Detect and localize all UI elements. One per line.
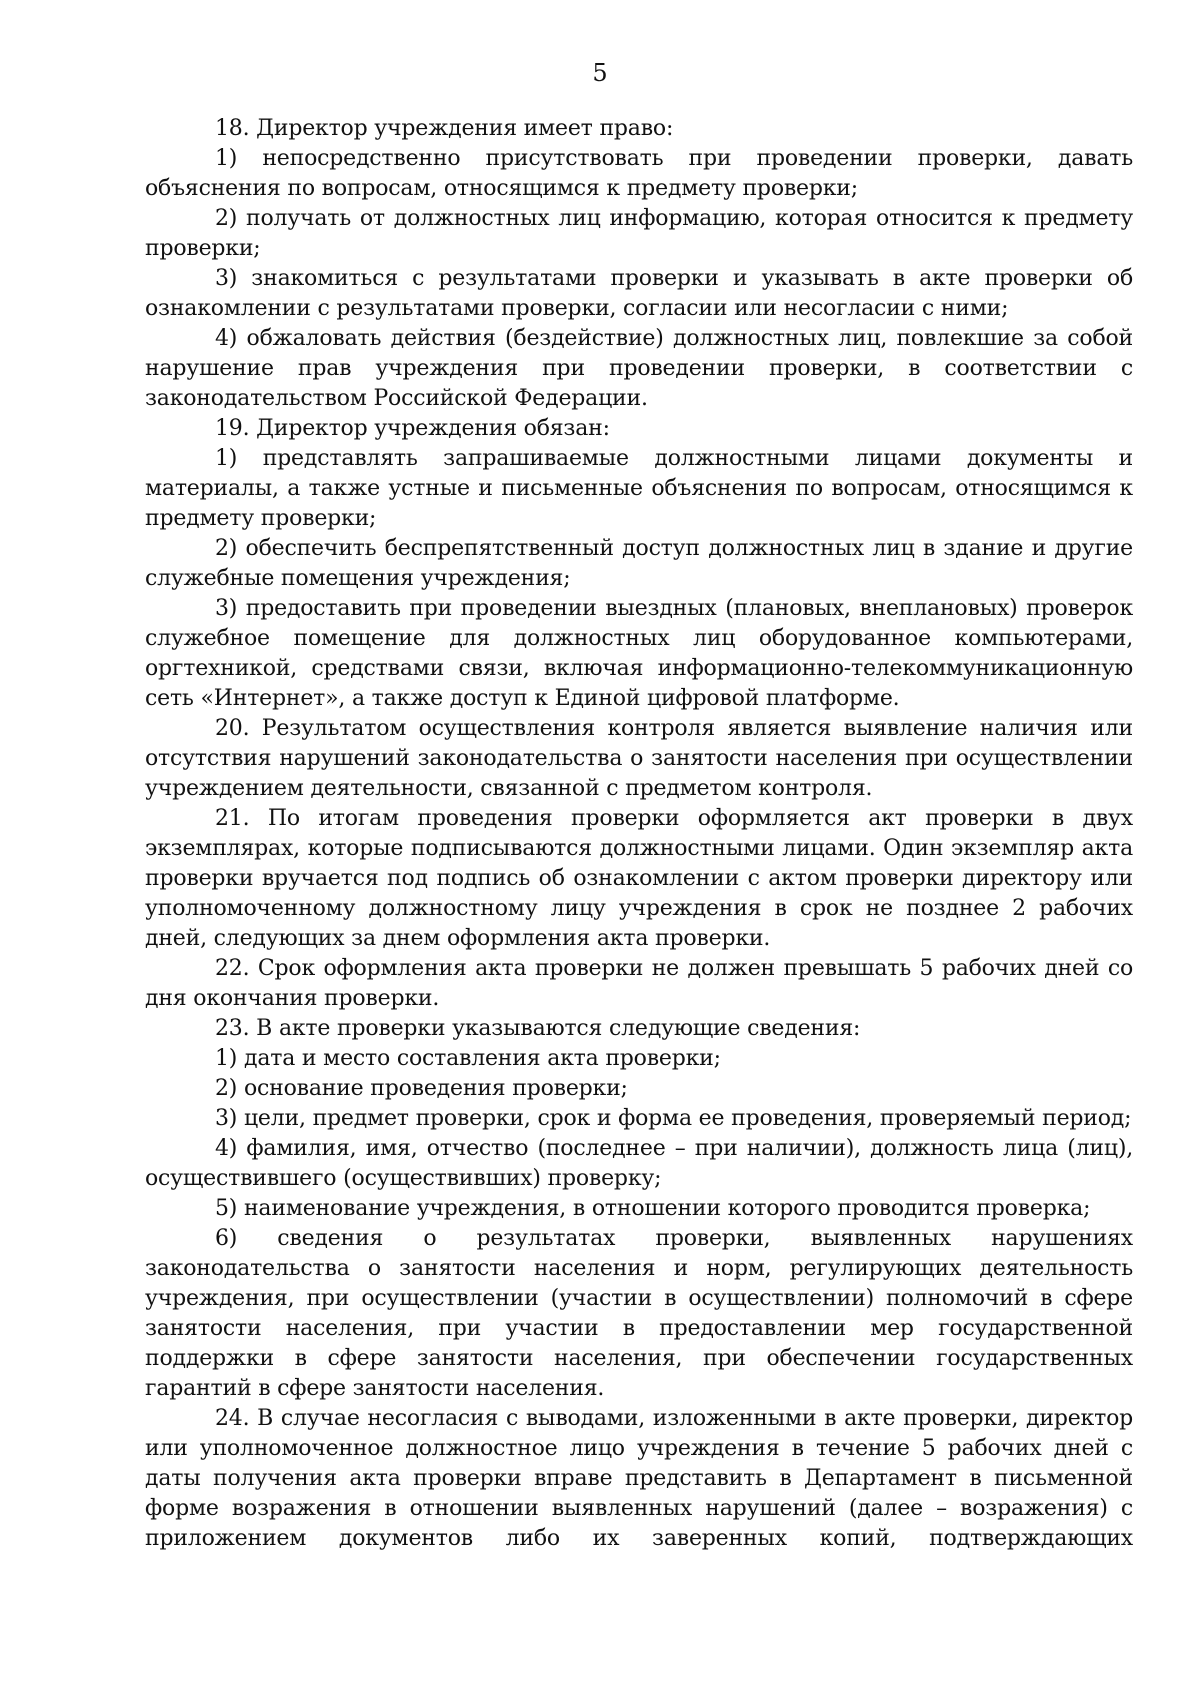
paragraph-18-item-1: 1) непосредственно присутствовать при проведении проверки, давать объяснения по вопросам, относящимся к предмету проверки; — [145, 146, 1133, 201]
page-number: 5 — [592, 59, 608, 87]
paragraph-18-item-2: 2) получать от должностных лиц информацию, которая относится к предмету проверки; — [145, 206, 1133, 261]
paragraph-23: 23. В акте проверки указываются следующие сведения: — [215, 1016, 861, 1041]
paragraph-19-item-1: 1) представлять запрашиваемые должностными лицами документы и материалы, а также устные и письменные объяснения по вопросам, относящимся к предмету проверки; — [145, 446, 1133, 531]
paragraph-19: 19. Директор учреждения обязан: — [215, 416, 610, 441]
paragraph-23-item-3: 3) цели, предмет проверки, срок и форма ее проведения, проверяемый период; — [215, 1106, 1132, 1131]
paragraph-18: 18. Директор учреждения имеет право: — [215, 116, 674, 141]
paragraph-24: 24. В случае несогласия с выводами, изложенными в акте проверки, директор или уполномоченное должностное лицо учреждения в течение 5 рабочих дней с даты получения акта проверки вправе представить в Департамент в письменной форме возражения в отношении выявленных нарушений (далее – возражения) с приложением документов либо их заверенных копий, подтверждающих — [145, 1406, 1133, 1551]
paragraph-18-item-4: 4) обжаловать действия (бездействие) должностных лиц, повлекшие за собой нарушение прав учреждения при проведении проверки, в соответствии с законодательством Российской Федерации. — [145, 326, 1133, 411]
paragraph-23-item-5: 5) наименование учреждения, в отношении которого проводится проверка; — [215, 1196, 1091, 1221]
paragraph-18-item-3: 3) знакомиться с результатами проверки и указывать в акте проверки об ознакомлении с результатами проверки, согласии или несогласии с ними; — [145, 266, 1133, 321]
paragraph-20: 20. Результатом осуществления контроля является выявление наличия или отсутствия нарушений законодательства о занятости населения при осуществлении учреждением деятельности, связанной с предметом контроля. — [145, 716, 1133, 801]
paragraph-21: 21. По итогам проведения проверки оформляется акт проверки в двух экземплярах, которые подписываются должностными лицами. Один экземпляр акта проверки вручается под подпись об ознакомлении с актом проверки директору или уполномоченному должностному лицу учреждения в срок не позднее 2 рабочих дней, следующих за днем оформления акта проверки. — [145, 806, 1133, 951]
paragraph-19-item-2: 2) обеспечить беспрепятственный доступ должностных лиц в здание и другие служебные помещения учреждения; — [145, 536, 1133, 591]
paragraph-23-item-2: 2) основание проведения проверки; — [215, 1076, 628, 1101]
paragraph-23-item-6: 6) сведения о результатах проверки, выявленных нарушениях законодательства о занятости населения и норм, регулирующих деятельность учреждения, при осуществлении (участии в осуществлении) полномочий в сфере занятости населения, при участии в предоставлении мер государственной поддержки в сфере занятости населения, при обеспечении государственных гарантий в сфере занятости населения. — [145, 1226, 1133, 1401]
paragraph-23-item-1: 1) дата и место составления акта проверки; — [215, 1046, 721, 1071]
paragraph-22: 22. Срок оформления акта проверки не должен превышать 5 рабочих дней со дня окончания проверки. — [145, 956, 1133, 1011]
paragraph-23-item-4: 4) фамилия, имя, отчество (последнее – при наличии), должность лица (лиц), осуществившего (осуществивших) проверку; — [145, 1136, 1133, 1191]
document-body — [145, 114, 1133, 1554]
paragraph-19-item-3: 3) предоставить при проведении выездных (плановых, внеплановых) проверок служебное помещение для должностных лиц оборудованное компьютерами, оргтехникой, средствами связи, включая информационно-телекоммуникационную сеть «Интернет», а также доступ к Единой цифровой платформе. — [145, 596, 1133, 711]
